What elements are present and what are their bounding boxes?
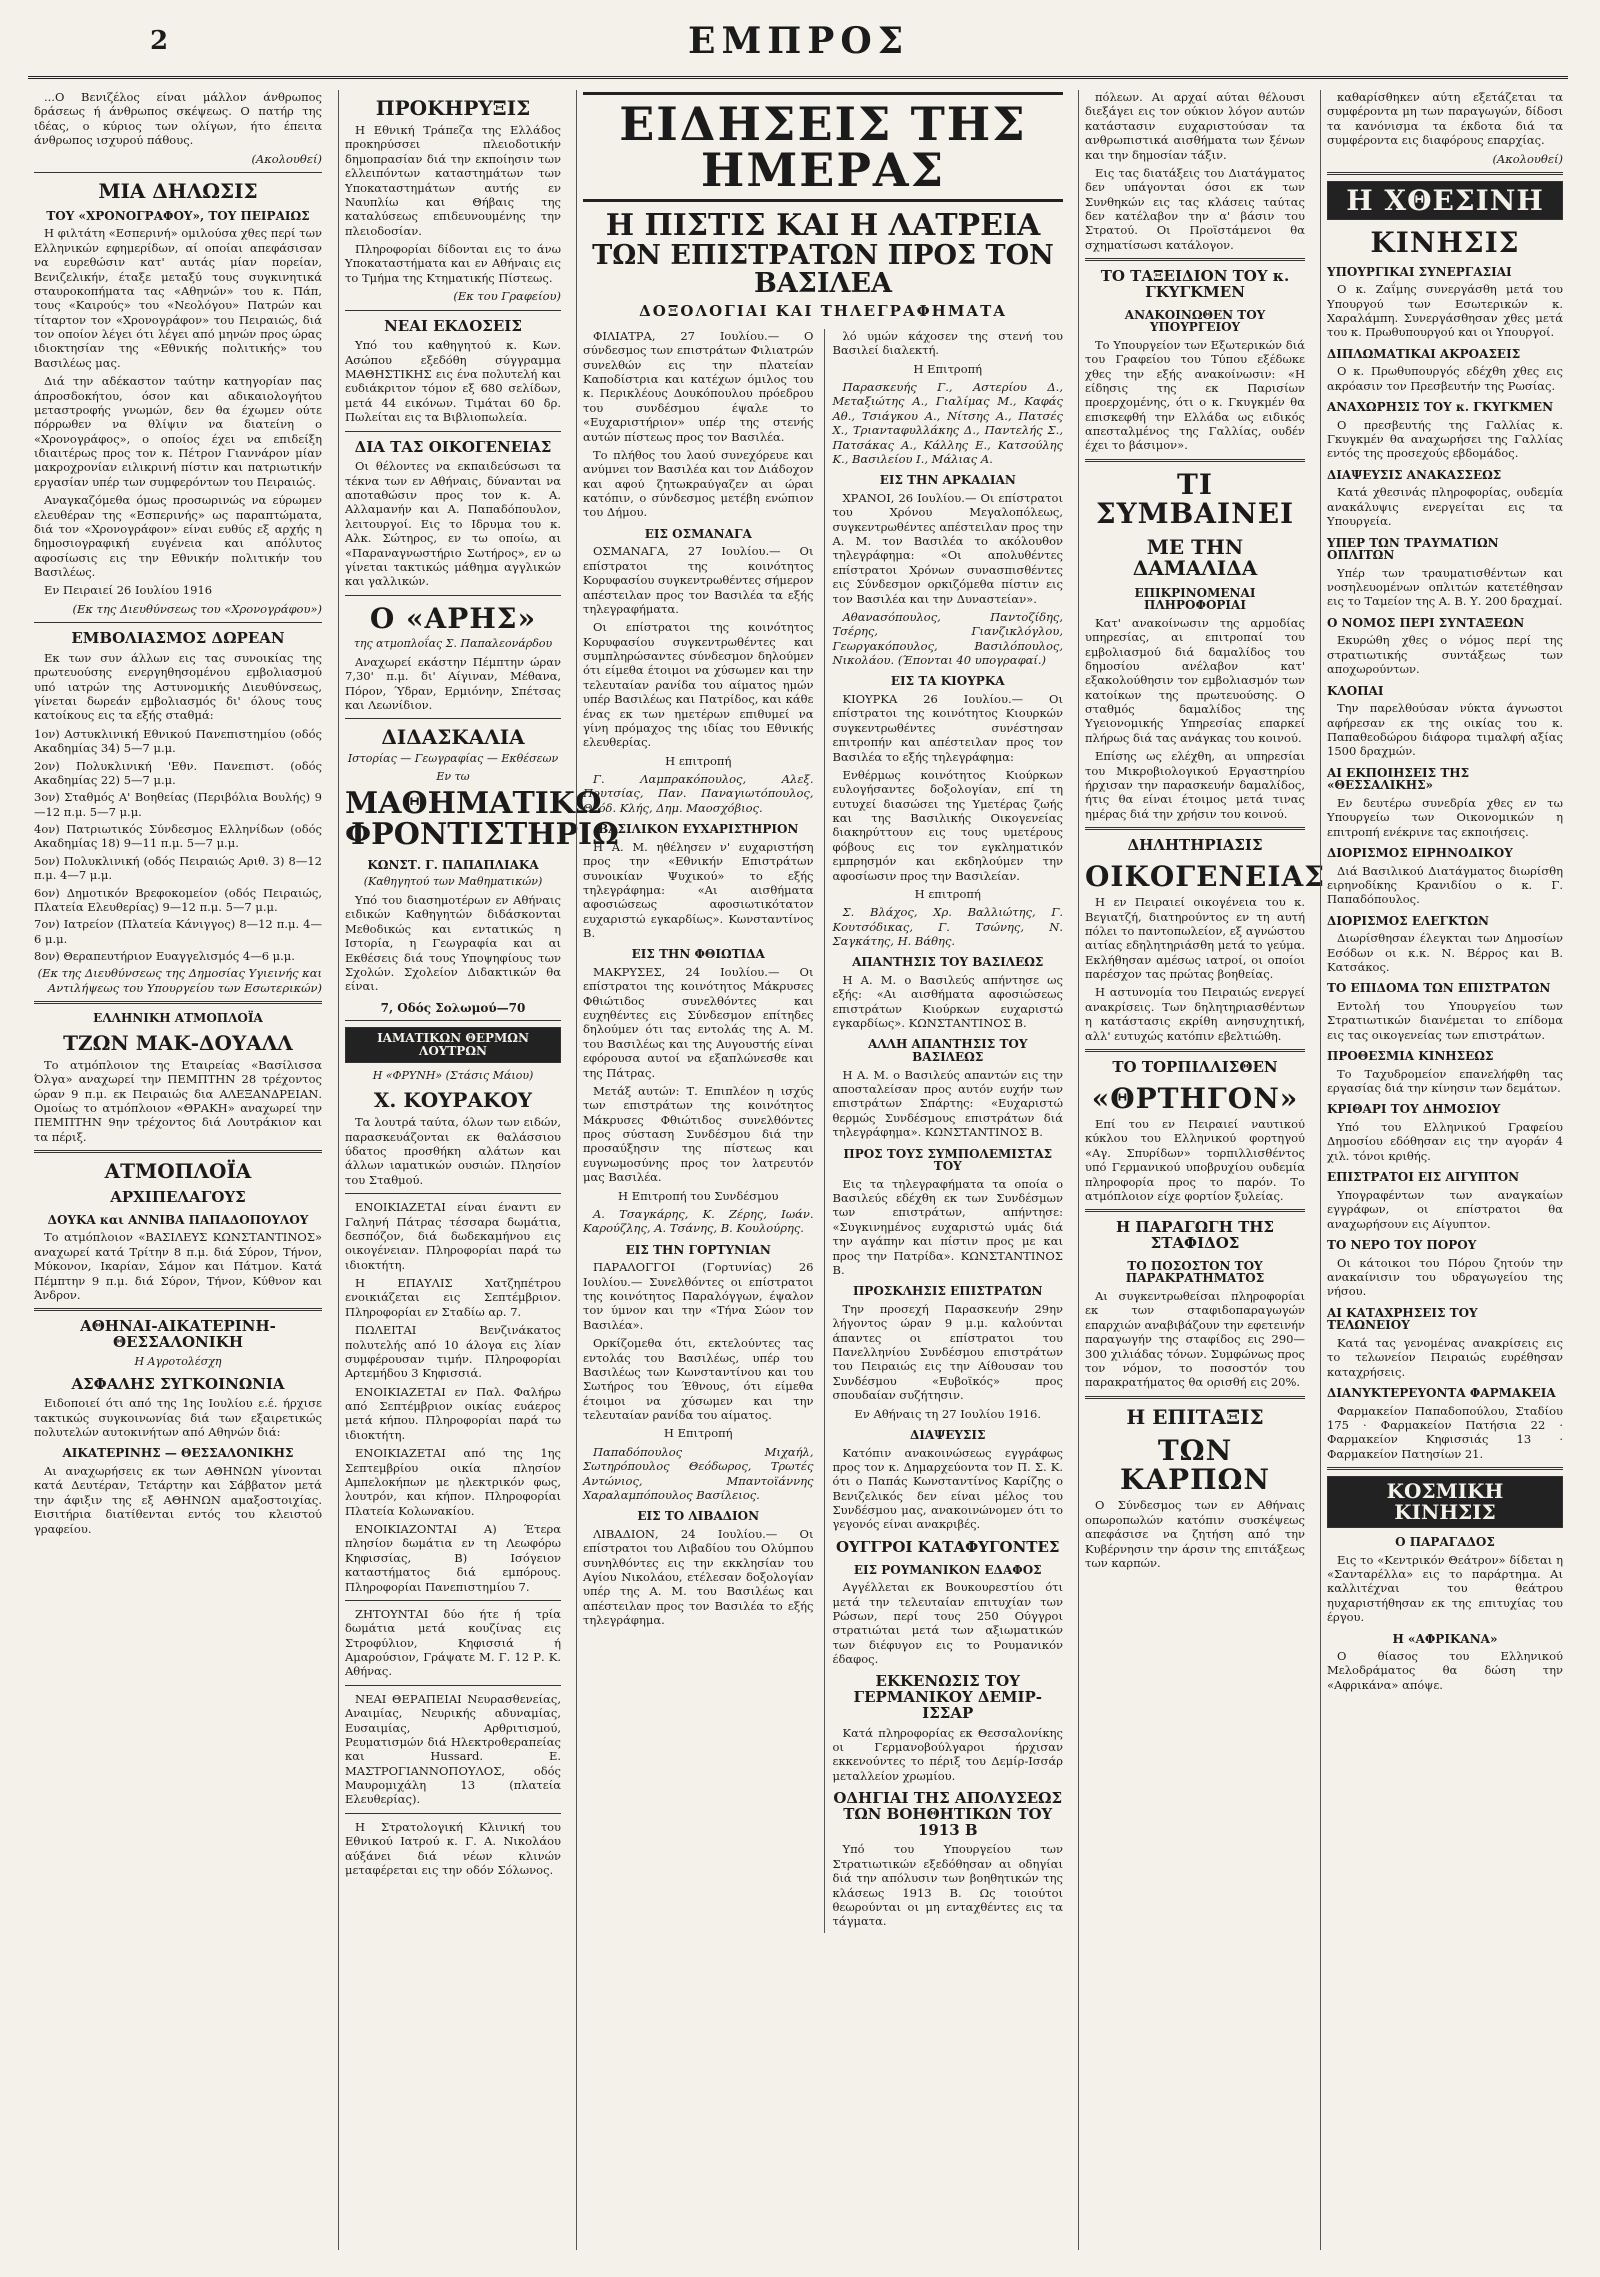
headline-2: «ΘΡΤΗΓΟΝ» (1091, 1081, 1299, 1115)
list-item: 8ον) Θεραπευτήριον Ευαγγελισμός 4—6 μ.μ. (34, 949, 295, 964)
ad-heading: ΔΙΑ ΤΑΣ ΟΙΚΟΓΕΝΕΙΑΣ (354, 437, 552, 456)
article-text: Επί του εν Πειραιεί ναυτικού κύκλου του Ελληνικού φορτηγού «Αγ. Σπυρίδων» τορπιλλισθέντος υπό Γερμανικού υποβρυχίου ουδεμία πληροφορία προς το παρόν. Το ατμόπλοιον είχε φορτίον ξυλείας. (1085, 1117, 1305, 1203)
headline: ΟΥΓΓΡΟΙ ΚΑΤΑΦΥΓΟΝΤΕΣ (835, 1537, 1060, 1556)
headline-statement-sub: ΤΟΥ «ΧΡΟΝΟΓΡΑΦΟΥ», ΤΟΥ ΠΕΙΡΑΙΩΣ (46, 208, 310, 223)
signatories: Παπαδόπουλος Μιχαήλ, Σωτηρόπουλος Θεόδωρος, Τρωτές Αντώνιος, Μπαντοϊάννης Χαραλαμπόπουλος Βασίλειος. (583, 1444, 814, 1502)
vaccination-station-list (34, 727, 322, 964)
classified-item: ΝΕΑΙ ΘΕΡΑΠΕΙΑΙ Νευρασθενείας, Αναιμίας, Νευρικής αδυναμίας, Ευσαιμίας, Αρθριτισμού, Ρευματισμών διά Ηλεκτροθεραπείας και Hussard. Ε. ΜΑΣΤΡΟΓΙΑΝΝΟΠΟΥΛΟΣ, οδός Μαυρομιχάλη 13 (πλατεία Ελευθερίας). (345, 1691, 561, 1807)
article-text: Επίσης ως ελέχθη, αι υπηρεσίαι του Μικροβιολογικού Εργαστηρίου ήρχισαν την παρασκευήν δαμαλίδος, ήτις θα είναι έτοιμος μετά τινας ημέρας διά την χρήσιν του κοινού. (1085, 749, 1305, 821)
article-text: Κατά πληροφορίας εκ Θεσσαλονίκης οι Γερμανοβούλγαροι ήρχισαν εκκενούντες το πέριξ του Δεμίρ-Ισσάρ μεταλλείον χρωμίου. (832, 1725, 1063, 1783)
signatories: Σ. Βλάχος, Χρ. Βαλλιώτης, Γ. Κουτσόδικας, Γ. Τσώνης, Ν. Σαγκάτης, Η. Βάθης. (832, 905, 1063, 948)
brief-heading: ΑΙ ΕΚΠΟΙΗΣΕΙΣ ΤΗΣ «ΘΕΣΣΑΛΙΚΗΣ» (1327, 765, 1470, 793)
brief-text: Ο κ. Πρωθυπουργός εδέχθη χθες εις ακρόασιν τον Πρεσβευτήν της Ρωσίας. (1327, 364, 1563, 393)
ad-text: Υπό του καθηγητού κ. Κων. Ασώπου εξεδόθη σύγγραμμα ΜΑΘΗΣΤΙΚΗΣ εις ένα πολυτελή και ευδιάκριτον τόμον εξ 680 σελίδων, μετά 44 εικόνων. Τιμάται 60 δρ. Πωλείται εις τα Βιβλιοπωλεία. (345, 338, 561, 425)
signature: Η Επιτροπή (913, 361, 983, 376)
brief-text: Ο θίασος του Ελληνικού Μελοδράματος θα δώση την «Αφρικάνα» απόψε. (1327, 1649, 1563, 1692)
classified-list (345, 1200, 561, 1594)
classified-item: ΕΝΟΙΚΙΑΖΟΝΤΑΙ Α) Έτερα πλησίον δωμάτια εν τη Λεωφόρω Κηφισσίας, Β) Ισόγειον καταστήματος διά εμπόρους. Πληροφορίαι Πανεπιστημίου 7. (345, 1522, 561, 1594)
ad-text: Τα λουτρά ταύτα, όλων των ειδών, παρασκευάζονται εκ θαλάσσιου ύδατος προσθήκη αλάτων και άλλων ιαματικών ουσιών. Πλησίον του Σταθμού. (345, 1115, 561, 1187)
brief-heading: ΤΟ ΕΠΙΔΟΜΑ ΤΩΝ ΕΠΙΣΤΡΑΤΩΝ (1327, 981, 1551, 996)
ad-text: Αναχωρεί εκάστην Πέμπτην ώραν 7,30' π.μ. δι' Αίγιναν, Μέθανα, Πόρον, Ύδραν, Ερμιόνην, Σπέτσας και Λεωνίδιον. (345, 654, 561, 712)
ad-owners: ΔΟΥΚΑ και ΑΝΝΙΒΑ ΠΑΠΑΔΟΠΟΥΛΟΥ (47, 1212, 309, 1227)
article-source: (Εκ της Διευθύνσεως του «Χρονογράφου») (72, 601, 322, 616)
headline: Η ΕΠΙΤΑΞΙΣ (1126, 1404, 1264, 1429)
article-text: Μετάξ αυτών: Τ. Επιπλέον η ισχύς των επιστράτων της κοινότητος Μάκρυσες Φθιώτιδος συνελθόντες προς σύσταση Συνδέσμου διά την προσαύξησιν της πίστεως και ευγνωμοσύνης προς τον λατρευτόν μας Βασιλέα. (583, 1083, 814, 1185)
brief-heading: ΕΠΙΣΤΡΑΤΟΙ ΕΙΣ ΑΙΓΥΠΤΟΝ (1327, 1170, 1520, 1185)
ad-school-name: ΜΑΘΗΜΑΤΙΚΩ ΦΡΟΝΤΙΣΤΗΡΙΩ (345, 785, 619, 853)
list-item: 5ον) Πολυκλινική (οδός Πειραιώς Αριθ. 3) 8—12 π.μ. 4—7 μ.μ. (34, 853, 322, 883)
headline: ΤΙ ΣΥΜΒΑΙΝΕΙ (1095, 467, 1295, 531)
newspaper-page (28, 18, 1568, 2253)
section-heading: Η ΧΘΕΣΙΝΗ (1327, 181, 1563, 220)
news-subcolumn-right (824, 329, 1064, 1933)
news-brief-list (1327, 266, 1563, 1461)
brief-heading: ΥΠΟΥΡΓΙΚΑΙ ΣΥΝΕΡΓΑΣΙΑΙ (1327, 264, 1512, 279)
section-heading: ΔΙΑΨΕΥΣΙΣ (910, 1427, 986, 1442)
signature: Η επιτροπή (665, 753, 732, 768)
headline-2: ΟΙΚΟΓΕΝΕΙΑΣ (1085, 859, 1325, 893)
brief-text: Το Ταχυδρομείον επανελήφθη τας εργασίας διά την κίνησιν των δεμάτων. (1327, 1066, 1563, 1096)
article-text: Η Α. Μ. ο Βασιλεύς απήντησε ως εξής: «Αι αισθήματα αφοσιώσεως επιστράτων Κιούρκων ευχαριστώ εγκαρδίως». ΚΩΝΣΤΑΝΤΙΝΟΣ Β. (832, 972, 1063, 1031)
brief-text: Κατά χθεσινάς πληροφορίας, ουδεμία ανακάλυψις ενεργείται εις τα Υπουργεία. (1327, 485, 1563, 529)
article-text: Την προσεχή Παρασκευήν 29ην λήγοντος ώραν 9 μ.μ. καλούνται άπαντες οι επίστρατοι του Πανελληνίου Συνδέσμου επιστράτων του Πειραιώς εις την Αίθουσαν του Συνδέσμου «Ευβοϊκός» προς σπουδαίαν συζήτησιν. (832, 1301, 1063, 1403)
ad-heading: ΙΑΜΑΤΙΚΩΝ ΘΕΡΜΩΝ ΛΟΥΤΡΩΝ (345, 1027, 561, 1062)
article-date: Εν Πειραιεί 26 Ιουλίου 1916 (44, 583, 213, 598)
ad-company: Η Αγροτολέσχη (134, 1354, 222, 1368)
ad-owner: ΚΩΝΣΤ. Γ. ΠΑΠΑΠΛΙΑΚΑ (367, 857, 539, 872)
article-text: Οι επίστρατοι της κοινότητος Κορυφασίου συγκεντρωθέντες και συμπληρώσαντες σύνδεσμον δηλούμεν ότι είμεθα έτοιμοι να χύσωμεν και την τελευταίαν ρανίδα του αίματος ημών υπέρ Βασιλέως και Πατρίδος, και κάθε ένας εκ των ημετέρων επιθυμεί να γίνη πρόμαχος της ιδίας του Εθνικής ελευθερίας. (583, 620, 814, 750)
article-text: Η εν Πειραιεί οικογένεια του κ. Βεγιατζή, διατηρούντος εν τη αυτή πόλει το παντοπωλείον, εξ αγνώστου αιτίας εδηλητηριάσθη μετά το γεύμα. Εκλήθησαν αμέσως ιατροί, οι οποίοι παρέσχον τας πρώτας βοηθείας. (1085, 895, 1305, 982)
main-headline: Η ΠΙΣΤΙΣ ΚΑΙ Η ΛΑΤΡΕΙΑ (605, 208, 1041, 243)
brief-heading: ΠΡΟΘΕΣΜΙΑ ΚΙΝΗΣΕΩΣ (1327, 1049, 1494, 1064)
section-heading: ΕΙΣ ΤΗΝ ΑΡΚΑΔΙΑΝ (879, 473, 1016, 488)
subheadline: ΑΝΑΚΟΙΝΩΘΕΝ ΤΟΥ ΥΠΟΥΡΓΕΙΟΥ (1124, 307, 1266, 335)
ad-subheading: Εν τω (436, 770, 470, 784)
article-text: Ενθέρμως κοινότητος Κιούρκων ευλογήσαντες δοξολογίαν, επί τη ευτυχεί διασώσει της Υμετέρας ζωής και της Βασιλικής Οικογενείας διακηρύττουν εις τους υμετέρους φόβους εις τον εγκληματικόν εμπρησμόν και εκδηλούμεν την αφοσίωσιν προς την Βασιλείαν. (832, 767, 1063, 883)
article-text: Διά την αδέκαστον ταύτην κατηγορίαν πας άπροσδοκήτου, όσον και αδικαιολογήτου μεταστροφής γνωμών, δεν θα έχωμεν ούτε πόρρωθεν να θλίψιν να διατείνη ο «Χρονογράφος», ο οποίος έχει να επιδείξη ιδιαιτέρως προς τον κ. Πέτρον Γιαννάρον μίαν μακροχρονίαν ειλικρινή πίστιν και πατριωτικήν εργασίαν υπέρ των συμφερόντων του Πειραιώς. (34, 374, 322, 489)
list-item: 4ον) Πατριωτικός Σύνδεσμος Ελληνίδων (οδός Ακαδημίας 18) 9—11 π.μ. 5—7 μ.μ. (34, 822, 322, 851)
ad-text: Υπό του διασημοτέρων εν Αθήναις ειδικών Καθηγητών διδάσκονται Μεθοδικώς και εντατικώς η Ιστορία, η Γεωγραφία και αι Εκθέσεις διά τους Υποψηφίους των Σχολών. Σχολείον Διδακτικών θα είναι. (345, 893, 561, 994)
article-text: Ορκίζομεθα ότι, εκτελούντες τας εντολάς του Βασιλέως, υπέρ του Βασιλέως των Κωνσταντίνου και του Σωτήρος του Έθνους, ότι είμεθα έτοιμοι να χύσωμεν και την τελευταίαν ρανίδα του αίματος. (583, 1336, 814, 1423)
section-heading-2: ΚΙΝΗΣΙΣ (1370, 226, 1520, 260)
ad-text: Πληροφορίαι δίδονται εις το άνω Υποκαταστήματα και εν Αθήναις εις το Τμήμα της Κτηματικής Πίστεως. (345, 242, 561, 285)
ad-heading: ΕΛΛΗΝΙΚΗ ΑΤΜΟΠΛΟΪΑ (93, 1011, 263, 1026)
signature: Η επιτροπή (914, 886, 981, 901)
section-heading: ΒΑΣΙΛΙΚΟΝ ΕΥΧΑΡΙΣΤΗΡΙΟΝ (598, 822, 799, 837)
article-text: Ο Σύνδεσμος των εν Αθήναις οπωροπωλών κατόπιν συσκέψεως απεφάσισε να ζητήση από την Κυβέρνησιν την άρσιν της επιτάξεως των καρπών. (1085, 1498, 1305, 1570)
page-number: 2 (150, 26, 169, 56)
article-text: Η αστυνομία του Πειραιώς ενεργεί ανακρίσεις. Των δηλητηριασθέντων η κατάστασις εκρίθη ανησυχητική, αλλ' ευτυχώς κατόπιν εβελτιώθη. (1085, 985, 1305, 1043)
brief-heading: ΑΙ ΚΑΤΑΧΡΗΣΕΙΣ ΤΟΥ ΤΕΛΩΝΕΙΟΥ (1327, 1305, 1478, 1333)
article-sign: (Ακολουθεί) (1492, 151, 1563, 166)
ad-heading: ΔΙΔΑΣΚΑΛΙΑ (381, 725, 525, 750)
ad-text: Το ατμόπλοιον «ΒΑΣΙΛΕΥΣ ΚΩΝΣΤΑΝΤΙΝΟΣ» αναχωρεί κατά Τρίτην 8 π.μ. διά Σύρον, Τήνον, Μύκονον, Ικαρίαν, Σάμον και Πάτμον. Κατά Πέμπτην 9 π.μ. διά Σύρον, Τήνον, Κύθνον και Άνδρον. (34, 1230, 322, 1302)
section-heading: ΕΙΣ ΤΑ ΚΙΟΥΡΚΑ (890, 674, 1005, 689)
list-item: 2ον) Πολυκλινική 'Εθν. Πανεπιστ. (οδός Ακαδημίας 22) 5—7 μ.μ. (34, 758, 322, 787)
brief-text: Εις το «Κεντρικόν Θεάτρον» δίδεται η «Σανταρέλλα» εις το παράρτημα. Αι καλλιτέχναι του θεάτρου ηυχαριστήθησαν εκ της επιτυχίας του έργου. (1327, 1552, 1563, 1625)
article-text: ΠΑΡΑΛΟΓΓΟΙ (Γορτυνίας) 26 Ιουλίου.— Συνελθόντες οι επίστρατοι της κοινότητος Παραλόγγων, έψαλον τον ύμνον και την «Τήνα Σώον τον Βασιλέα». (583, 1260, 814, 1332)
brief-text: Ο κ. Ζαΐμης συνεργάσθη μετά του Υπουργού των Εσωτερικών κ. Χαραλάμπη. Συνεργάσθησαν χθες μετά του κ. Πρωθυπουργού και οι Υπουργοί. (1327, 282, 1563, 340)
ad-subheading: ΑΣΦΑΛΗΣ ΣΥΓΚΟΙΝΩΝΙΑ (71, 1374, 285, 1393)
headline: ΟΔΗΓΙΑΙ ΤΗΣ ΑΠΟΛΥΣΕΩΣ ΤΩΝ ΒΟΗΘΗΤΙΚΩΝ ΤΟΥ 1913 Β (833, 1789, 1063, 1839)
signature: Εν Αθήναις τη 27 Ιουλίου 1916. (854, 1406, 1041, 1421)
headline: ΤΟ ΤΟΡΠΙΛΛΙΣΘΕΝ (1112, 1057, 1278, 1076)
signatories: Γ. Λαμπρακόπουλος, Αλεξ. Πουτσίας, Παν. Παναγιωτόπουλος, Θεόδ. Κλής, Δημ. Μαοσχόβιος. (583, 772, 814, 815)
article-text: Η Α. Μ. ο Βασιλεύς απαντών εις την αποσταλείσαν προς αυτόν ευχήν των επιστράτων Σπάρτης: «Ευχαριστώ θερμώς Συνδέσμους επιστράτων διά τηλεγράφημα». ΚΩΝΣΤΑΝΤΙΝΟΣ Β. (832, 1067, 1063, 1140)
section-heading: ΕΙΣ ΤΗΝ ΓΟΡΤΥΝΙΑΝ (625, 1242, 771, 1257)
ad-text: Ειδοποιεί ότι από της 1ης Ιουλίου ε.έ. ήρχισε τακτικώς συγκοινωνίας διά των εξαιρετικώς πολυτελών αυτοκινήτων από Αθηνών διά: (34, 1396, 322, 1440)
brief-heading: ΚΛΟΠΑΙ (1327, 683, 1384, 698)
article-text: Η φιλτάτη «Εσπερινή» ομιλούσα χθες περί των Ελληνικών εφημερίδων, αί οποίαι απεφάσισαν να ευρεθώσιν κατ' αυτάς μίαν πορείαν, Βενιζελικήν, έταξε μεταξύ τους συγκινητικά σταυροκοπήματα τας «Αθηνών» του κ. Πάπ, τους «Καιρούς» του «Νεολόγου» Πατρών και τίταρτον τον «Χρονογράφον» του Πειραιώς, διά τον οποίον λέγει ότι λέγει από μηνών προς ώρας ιδιοκτησίαν της «Εθνικής πολιτικής» του Βασιλέως μας. (34, 226, 322, 370)
main-headline-2: ΤΩΝ ΕΠΙΣΤΡΑΤΩΝ ΠΡΟΣ ΤΟΝ ΒΑΣΙΛΕΑ (592, 239, 1054, 299)
ad-heading: ΠΡΟΚΗΡΥΞΙΣ (375, 96, 531, 120)
section-heading: ΠΡΟΣ ΤΟΥΣ ΣΥΜΠΟΛΕΜΙΣΤΑΣ ΤΟΥ (843, 1146, 1053, 1174)
classified-item: ΕΝΟΙΚΙΑΖΕΤΑΙ είναι έναντι εν Γαληνή Πάτρας τέσσαρα δωμάτια, δεσπόζον, διά δωδεκαμήνου εις οικογένειαν. Πληροφορίαι παρά τω ιδιοκτήτη. (345, 1200, 561, 1272)
ad-company: ΤΖΩΝ ΜΑΚ-ΔΟΥΑΛΛ (63, 1030, 293, 1055)
section-heading: ΕΙΣ ΤΗΝ ΦΘΙΩΤΙΔΑ (631, 947, 765, 962)
article-text: Κατ' ανακοίνωσιν της αρμοδίας υπηρεσίας, αι επιτροπαί του εμβολιασμού διά δαμαλίδος του δημοσίου ανέλαβον κατ' εξακολούθησιν τον εμβολιασμόν των κατοίκων της πρωτευούσης. Ο σταθμός δαμαλίδος της Υγειονομικής Υπηρεσίας επαρκεί πλήρως διά τας ανάγκας του κοινού. (1085, 615, 1305, 745)
brief-heading: ΔΙΟΡΙΣΜΟΣ ΕΙΡΗΝΟΔΙΚΟΥ (1327, 845, 1513, 860)
section-banner: ΕΙΔΗΣΕΙΣ ΤΗΣ ΗΜΕΡΑΣ (583, 92, 1063, 202)
ad-sign: (Εκ του Γραφείου) (453, 289, 561, 304)
article-text: Αγγέλλεται εκ Βουκουρεστίου ότι μετά την τελευταίαν επιτυχίαν των Ρώσων, περί τους 250 Ούγγροι στρατιώται μετά των αξιωματικών των διέφυγον εις το Ρουμανικόν έδαφος. (832, 1580, 1063, 1666)
brief-text: Κατά τας γενομένας ανακρίσεις εις το τελωνείον Πειραιώς ευρέθησαν καταχρήσεις. (1327, 1335, 1563, 1379)
list-item: 7ον) Ιατρείον (Πλατεία Κάνιγγος) 8—12 π.μ. 4—6 μ.μ. (34, 917, 322, 946)
article-text: Εις τας διατάξεις του Διατάγματος δεν υπάγονται όσοι εκ των Συνθηκών εις τας κλάσεις ταύτας δεν κατέλαβον την α' βάσιν του Στρατού. Οι Προϊστάμενοι θα σχηματίσωσι κατάλογον. (1085, 165, 1305, 252)
article-text: Υπό του Υπουργείου των Στρατιωτικών εξεδόθησαν αι οδηγίαι διά την απόλυσιν των βοηθητικών της κλάσεως 1913 Β. Ως τοιούτοι θεωρούνται οι μη ενταχθέντες εις τα τάγματα. (832, 1842, 1063, 1929)
signatories: Αθανασόπουλος, Παντοζίδης, Τσέρης, Γιανζικλόγλου, Γεωργακόπουλος, Βασιλόπουλος, Νικολάου. (Έπονται 40 υπογραφαί.) (832, 609, 1063, 668)
brief-heading: ΑΝΑΧΩΡΗΣΙΣ ΤΟΥ κ. ΓΚΥΓΚΜΕΝ (1327, 400, 1554, 415)
brief-heading: ΥΠΕΡ ΤΩΝ ΤΡΑΥΜΑΤΙΩΝ ΟΠΛΙΤΩΝ (1327, 535, 1499, 563)
headline-vaccination: ΕΜΒΟΛΙΑΣΜΟΣ ΔΩΡΕΑΝ (71, 629, 285, 648)
article-text: ΧΡΑΝΟΙ, 26 Ιουλίου.— Οι επίστρατοι του Χρόνου Μεγαλοπόλεως, συγκεντρωθέντες απέστειλαν προς την Α. Μ. τον Βασιλέα το ακόλουθον τηλεγράφημα: «Οι απολυθέντες επίστρατοι Χρόνων συνασπισθέντες εις Σύνδεσμον ορκιζόμεθα πίστιν εις τον Βασιλέα και την Δυναστείαν». (832, 490, 1063, 606)
brief-heading: Ο ΠΑΡΑΓΑΔΟΣ (1395, 1535, 1495, 1550)
brief-heading: Ο ΝΟΜΟΣ ΠΕΡΙ ΣΥΝΤΑΞΕΩΝ (1327, 615, 1525, 630)
ad-text: Η Εθνική Τράπεζα της Ελλάδος προκηρύσσει πλειοδοτικήν δημοπρασίαν διά την εκποίησιν των ελλειπόντων καταστημάτων των Υποκαταστημάτων αυτής εν Ναυπλίω και Θήβαις της καταλύσεως επιδευνουμένης την πλειοδοσίαν. (345, 123, 561, 238)
article-text: καθαρίσθηκεν αύτη εξετάζεται τα συμφέροντα μη των παραγωγών, δίδοσι τα κανόνισμα τα έκδοτα διά τα συμφέροντα εις διαφόρους επαρχίας. (1327, 90, 1563, 148)
article-text: ΜΑΚΡΥΣΕΣ, 24 Ιουλίου.— Οι επίστρατοι της κοινότητος Μάκρυσες Φθιώτιδος συνελθόντες και ευχηθέντες εις Σύνδεσμον επίτηδες δηλούμεν ότι τας εντολάς της Α. Μ. του Βασιλέως και της Αυγουστής είναι εφόρουσα αυτοί να εξαπλώνεσθε και της Πάτρας. (583, 964, 814, 1080)
article-text: ΟΣΜΑΝΑΓΑ, 27 Ιουλίου.— Οι επίστρατοι της κοινότητος Κορυφασίου συγκεντρωθέντες σήμερον απέστειλαν προς τον Βασιλέα τα εξής τηλεγραφήματα. (583, 544, 814, 616)
article-text: Εις τα τηλεγραφήματα τα οποία ο Βασιλεύς εδέχθη εκ των Συνδέσμων των επιστράτων, απήντησε: «Συγκινημένος ευχαριστώ υμάς διά την αγάπην και πίστιν προς με και προς την Πατρίδα». ΚΩΝΣΤΑΝΤΙΝΟΣ Β. (832, 1176, 1063, 1277)
ad-heading: Ο «ΑΡΗΣ» (369, 601, 537, 635)
signature: Η Επιτροπή του Συνδέσμου (618, 1188, 779, 1203)
classified-item: ΠΩΛΕΙΤΑΙ Βενζινάκατος πολυτελής από 10 άλογα εις λίαν συμφέρουσαν τιμήν. Πληροφορίαι Αρτεμήδου 3 Κηφισσιά. (345, 1323, 561, 1381)
article-text: Το πλήθος του λαού συνεχόρευε και ανύμνει τον Βασιλέα και τον Διάδοχον και αφού ζητωκραύγαζεν αι ώραι κατόπιν, ο σύνδεσμος μετέβη ενώπιον του Δήμου. (583, 447, 814, 520)
ad-text: Το ατμόπλοιον της Εταιρείας «Βασίλισσα Όλγα» αναχωρεί την ΠΕΜΠΤΗΝ 28 τρέχοντος ώραν 9 π.μ. εκ Πειραιώς δια ΑΛΕΞΑΝΔΡΕΙΑΝ. Ομοίως το ατμόπλοιον «ΘΡΑΚΗ» αναχωρεί την ΠΕΜΠΤΗΝ 9ην τρέχοντος διά Λουτράκιον και τα πέριξ. (34, 1057, 322, 1144)
classified-item: Η Στρατολογική Κλινική του Εθνικού Ιατρού κ. Γ. Α. Νικολάου αύξάνει διά νέων κλινών μεταφέρεται εις την οδόν Σόλωνος. (345, 1819, 561, 1877)
brief-heading: ΔΙΠΛΩΜΑΤΙΚΑΙ ΑΚΡΟΑΣΕΙΣ (1327, 346, 1521, 361)
brief-heading: ΚΡΙΘΑΡΙ ΤΟΥ ΔΗΜΟΣΙΟΥ (1327, 1102, 1501, 1117)
news-subcolumn-left (583, 329, 814, 1933)
section-heading: ΠΡΟΣΚΛΗΣΙΣ ΕΠΙΣΤΡΑΤΩΝ (852, 1284, 1043, 1299)
ad-address: 7, Οδός Σολωμού—70 (380, 1000, 526, 1015)
ad-text: Οι θέλοντες να εκπαιδεύσωσι τα τέκνα των εν Αθήναις, δύνανται να αποταθώσιν προς τον κ. Α. Αλλαμανήν και Α. Παπαδόπουλον, λειτουργοί. Εις το Ιδρυμα του κ. Αλκ. Σώτηρος, εν τω οποίω, αι «Παραναγνωστήριο Σωτήρος», εν ω γίνεται τακτικώς μάθημα αγγλικών και γαλλικών. (345, 459, 561, 589)
subheadline: ΤΟ ΠΟΣΟΣΤΟΝ ΤΟΥ ΠΑΡΑΚΡΑΤΗΜΑΤΟΣ (1125, 1258, 1265, 1286)
brief-text: Εν δευτέρω συνεδρία χθες εν τω Υπουργείω των Οικονομικών η επιτροπή ενέκρινε τας εκποιήσεις. (1327, 795, 1563, 839)
brief-text: Εκυρώθη χθες ο νόμος περί της στρατιωτικής συντάξεως των αποχωρούντων. (1327, 633, 1563, 677)
section-heading: ΑΛΛΗ ΑΠΑΝΤΗΣΙΣ ΤΟΥ ΒΑΣΙΛΕΩΣ (868, 1037, 1028, 1065)
classified-item: ΕΝΟΙΚΙΑΖΕΤΑΙ εν Παλ. Φαλήρω από Σεπτέμβριον οικίας ευάερος μετά κήπου. Πληροφορίαι παρά τω ιδιοκτήτη. (345, 1384, 561, 1442)
ad-company: ΑΡΧΙΠΕΛΑΓΟΥΣ (110, 1188, 246, 1207)
article-text: Αναγκαζόμεθα όμως προσωρινώς να εύρωμεν ελευθέραν της «Εσπερινής» ως παραπτώματα, διά τον «Χρονογράφον» είναι ευθύς εξ αρχής η δημοσιογραφική ευγένεια και απόλυτος αφοσίωσις εις την Εθνικήν πολιτικήν του Βασιλέως. (34, 493, 322, 580)
section-heading: ΚΟΣΜΙΚΗ ΚΙΝΗΣΙΣ (1327, 1476, 1563, 1528)
headline: Η ΠΑΡΑΓΩΓΗ ΤΗΣ ΣΤΑΦΙΔΟΣ (1115, 1218, 1275, 1253)
list-item: 6ον) Δημοτικόν Βρεφοκομείον (οδός Πειραιώς, Πλατεία Ελευθερίας) 9—12 π.μ. 5—7 μ.μ. (34, 885, 322, 914)
ad-heading: ΝΕΑΙ ΕΚΔΟΣΕΙΣ (384, 316, 522, 335)
headline: ΤΟ ΤΑΞΕΙΔΙΟΝ ΤΟΥ κ. ΓΚΥΓΚΜΕΝ (1100, 267, 1290, 301)
headline-2: ΜΕ ΤΗΝ ΔΑΜΑΛΙΔΑ (1132, 534, 1258, 580)
headline: ΔΗΛΗΤΗΡΙΑΣΙΣ (1127, 836, 1263, 855)
brief-heading: ΤΟ ΝΕΡΟ ΤΟΥ ΠΟΡΟΥ (1327, 1237, 1477, 1252)
column-3-news (576, 90, 1069, 2250)
ad-heading: ΑΤΜΟΠΛΟΪΑ (104, 1159, 252, 1184)
section-heading: ΑΠΑΝΤΗΣΙΣ ΤΟΥ ΒΑΣΙΛΕΩΣ (852, 955, 1044, 970)
article-text: Εκ των συν άλλων εις τας συνοικίας της πρωτευούσης ενεργηθησομένου εμβολιασμού υπό ιατρών της Αστυνομικής Διευθύνσεως, γίνεται δωρεάν εμβολιασμός δι' όλους τους κατοίκους εις τα εξής σταθμά: (34, 650, 322, 723)
article-text: ΦΙΛΙΑΤΡΑ, 27 Ιουλίου.— Ο σύνδεσμος των επιστράτων Φιλιατρών συνελθών εις την πλατείαν Καποδίστρια και κατέχων όμιλος του κ. Περικλέους Δουκόπουλου πρόεδρου του συνδέσμου έψαλε το «Ευχαριστήριον» υπέρ της στενής αυτών πίστεως προς τον Βασιλέα. (583, 328, 814, 444)
article-text: Η Α. Μ. ηθέλησεν ν' ευχαριστήση προς την «Εθνικήν Επιστράτων συνοικίαν Ψυχικού» το εξής τηλεγράφημα: «Αι αισθήματα αφοσιώσεως αφοσιωτικότατον ευχαριστώ εγκαρδίως». Κωνσταντίνος Β. (583, 839, 814, 940)
column-2 (338, 90, 619, 2250)
article-text: ΛΙΒΑΔΙΟΝ, 24 Ιουλίου.— Οι επίστρατοι του Λιβαδίου του Ολύμπου συνηλθόντες εις την εκκλησίαν του Αγίου Νικολάου, ετέλεσαν δοξολογίαν υπέρ της Α. Μ. του Βασιλέως και απέστειλαν προς τον Βασιλέα το εξής τηλεγράφημα. (583, 1526, 814, 1628)
ad-heading: ΑΘΗΝΑΙ-ΑΙΚΑΤΕΡΙΝΗ-ΘΕΣΣΑΛΟΝΙΚΗ (80, 1317, 276, 1352)
headline-2: ΤΩΝ ΚΑΡΠΩΝ (1119, 1433, 1271, 1497)
brief-text: Οι κάτοικοι του Πόρου ζητούν την ανακαίνισιν του υδραγωγείου της νήσου. (1327, 1255, 1563, 1299)
article-text: λό υμών κάχοσεν της στενή του Βασιλεί διαλεκτή. (832, 328, 1063, 358)
classified-item: ΖΗΤΟΥΝΤΑΙ δύο ήτε ή τρία δωμάτια μετά κουζίνας εις Στροφύλιον, Κηφισσιά ή Αμαρούσιον, Γράψατε Μ. Γ. 12 Ρ. Κ. Αθήνας. (345, 1606, 561, 1679)
column-1 (28, 90, 328, 2250)
section-heading: ΕΙΣ ΤΟ ΛΙΒΑΔΙΟΝ (637, 1509, 760, 1524)
section-heading: ΕΙΣ ΡΟΥΜΑΝΙΚΟΝ ΕΔΑΦΟΣ (853, 1562, 1042, 1577)
brief-heading: ΔΙΑΨΕΥΣΙΣ ΑΝΑΚΑΣΣΕΩΣ (1327, 467, 1502, 482)
opening-text: ...Ο Βενιζέλος είναι μάλλον άνθρωπος δράσεως ή άνθρωπος σκέψεως. Ο πατήρ της ιδέας, ο κύριος των ολίγων, ήτο έπειτα άνθρωπος ισχυρού πάθους. (34, 90, 322, 148)
ad-owner: Χ. ΚΟΥΡΑΚΟΥ (373, 1088, 533, 1113)
signature: Η Επιτροπή (663, 1426, 733, 1441)
masthead (28, 18, 1568, 79)
list-item: 3ον) Σταθμός Α' Βοηθείας (Περιβόλια Βουλής) 9—12 π.μ. 5—7 μ.μ. (34, 790, 322, 819)
brief-text: Διωρίσθησαν έλεγκται των Δημοσίων Εσόδων οι κ.κ. Ν. Βέρρος και Β. Κατσάκος. (1327, 931, 1563, 975)
article-text: ΚΙΟΥΡΚΑ 26 Ιουλίου.— Οι επίστρατοι της κοινότητος Κιουρκών συγκεντρωθέντες συνέστησαν επιτροπήν και απέστειλαν προς τον Βασιλέα το εξής τηλεγράφημα: (832, 692, 1063, 764)
section-heading: ΕΙΣ ΟΣΜΑΝΑΓΑ (644, 526, 752, 541)
article-source: (Εκ της Διευθύνσεως της Δημοσίας Υγιεινής και Αντιλήψεως του Υπουργείου των Εσωτερικών) (37, 966, 322, 995)
brief-text: Ο πρεσβευτής της Γαλλίας κ. Γκυγκμέν θα αναχωρήσει της Γαλλίας εντός της προσεχούς εβδομάδος. (1327, 417, 1563, 461)
headline-statement: ΜΙΑ ΔΗΛΩΣΙΣ (98, 178, 258, 203)
ad-owner-title: (Καθηγητού των Μαθηματικών) (363, 875, 543, 889)
signatories: Α. Τσαγκάρης, Κ. Ζέρης, Ιωάν. Καρούζλης, Α. Τσάνης, Β. Κουλούρης. (583, 1206, 814, 1236)
article-text: Το Υπουργείον των Εξωτερικών διά του Γραφείου του Τύπου εξέδωκε χθες την εξής ανακοίνωσιν: «Η είδησις της εκ Παρισίων προερχομένης, ότι ο κ. Γκυγκμέν θα επισκεφθή την Ελλάδα ως ειδικός απεσταλμένος της Γαλλίας, ουδέν έχει το βάσιμον». (1085, 337, 1305, 453)
ad-subheading: Ιστορίας — Γεωγραφίας — Εκθέσεων (347, 752, 559, 766)
newspaper-title: ΕΜΠΡΟΣ (688, 20, 910, 62)
ad-route: ΑΙΚΑΤΕΡΙΝΗΣ — ΘΕΣΣΑΛΟΝΙΚΗΣ (62, 1446, 294, 1461)
ad-subheading: Η «ΦΡΥΝΗ» (Στάσις Μάιου) (372, 1068, 534, 1082)
brief-text: Εντολή του Υπουργείου των Στρατιωτικών διανέμεται το επίδομα εις τας οικογενείας των επιστράτων. (1327, 999, 1563, 1042)
column-4 (1078, 90, 1325, 2250)
classified-item: ΕΝΟΙΚΙΑΖΕΤΑΙ από της 1ης Σεπτεμβρίου οικία πλησίον Αμπελοκήπων με ηλεκτρικόν φως, λουτρόν, και κήπον. Πληροφορίαι Πλατεία Κολωνακίου. (345, 1446, 561, 1518)
article-text: πόλεων. Αι αρχαί αύται θέλουσι διεξάγει εις τον ούκιον λόγον αυτών κατάστασιν ευχαριστούσαν τα ανθρωπιστικά αισθήματα των ξένων και την δημοσίαν τάξιν. (1085, 90, 1305, 162)
brief-text: Φαρμακείον Παπαδοπούλου, Σταδίου 175 · Φαρμακείον Πατήσια 22 · Φαρμακείον Κηφισσιάς 13 · Φαρμακείον Πατησίων 21. (1327, 1403, 1563, 1461)
brief-heading: Η «ΑΦΡΙΚΑΝΑ» (1392, 1631, 1498, 1646)
brief-text: Διά Βασιλικού Διατάγματος διωρίσθη ειρηνοδίκης Κρανιδίου ο κ. Γ. Παπαδόπουλος. (1327, 863, 1563, 907)
classified-item: Η ΕΠΑΥΛΙΣ Χατζηπέτρου ενοικιάζεται εις Σεπτέμβριον. Πληροφορίαι εν Σταδίω αρ. 7. (345, 1276, 561, 1319)
subheadline: ΕΠΙΚΡΙΝΟΜΕΝΑΙ ΠΛΗΡΟΦΟΡΙΑΙ (1134, 585, 1256, 613)
brief-text: Την παρελθούσαν νύκτα άγνωστοι αφήρεσαν εκ της οικίας του κ. Παπαθεοδώρου διάφορα τιμαλφή αξίας 1500 δραχμών. (1327, 701, 1563, 759)
main-deck: ΔΟΞΟΛΟΓΙΑΙ ΚΑΙ ΤΗΛΕΓΡΑΦΗΜΑΤΑ (639, 302, 1007, 321)
article-text: Κατόπιν ανακοινώσεως εγγράφως προς τον κ. Δημαρχεύοντα τον Π. Σ. Κ. ότι ο Παπάς Κωνσταντίνος Καρίζης ο Βενιζελικός δεν είναι μέλος του Συνδέσμου μας, ανακοινώνομεν ότι το γεγονός είναι ανακριβές. (832, 1445, 1063, 1532)
column-5 (1320, 90, 1569, 2250)
opening-sign: (Ακολουθεί) (251, 151, 322, 166)
ad-text: Αι αναχωρήσεις εκ των ΑΘΗΝΩΝ γίνονται κατά Δευτέραν, Τετάρτην και Σάββατον μετά την άφιξιν της εξ ΑΘΗΝΩΝ αμαξοστοιχίας. Εισιτήρια διατίθενται εντός του κλειστού γραφείου. (34, 1464, 322, 1536)
brief-heading: ΔΙΑΝΥΚΤΕΡΕΥΟΝΤΑ ΦΑΡΜΑΚΕΙΑ (1327, 1385, 1556, 1400)
brief-text: Υπογραφέντων των αναγκαίων εγγράφων, οι επίστρατοι θα αναχωρήσουν εις Αίγυπτον. (1327, 1187, 1563, 1231)
headline: ΕΚΚΕΝΩΣΙΣ ΤΟΥ ΓΕΡΜΑΝΙΚΟΥ ΔΕΜΙΡ-ΙΣΣΑΡ (853, 1672, 1043, 1722)
brief-text: Υπέρ των τραυματισθέντων και νοσηλευομένων οπλιτών κατετέθησαν εις το Ταμείον της Α. Β. Υ. 200 δραχμαί. (1327, 565, 1563, 609)
brief-text: Υπό του Ελληνικού Γραφείου Δημοσίου εδόθησαν εις την αγοράν 4 χιλ. τόνοι κριθής. (1327, 1120, 1563, 1163)
ad-subheading: της ατμοπλοΐας Σ. Παπαλεονάρδου (353, 637, 553, 651)
list-item: 1ον) Αστυκλινική Εθνικού Πανεπιστημίου (οδός Ακαδημίας 34) 5—7 μ.μ. (34, 726, 322, 756)
signatories: Παρασκευής Γ., Αστερίου Δ., Μεταξιώτης Α., Γιαλίμας Μ., Καφάς Αθ., Τσιάγκου Α., Νίτσης Α., Πατσές Χ., Τριανταφυλλάκης Δ., Παντελής Σ., Πατσάκας Α., Κάλλης Ε., Κατσούλης Κ., Βασιλείου Ι., Μάλιας Α. (832, 380, 1063, 466)
article-text: Αι συγκεντρωθείσαι πληροφορίαι εκ των σταφιδοπαραγωγών επαρχιών αναβιβάζουν την εφετεινήν παραγωγήν της σταφίδος εις 290—300 χιλιάδας τόνων. Συμφώνως προς τον νόμον, το ποσοστόν του παρακρατήματος θα ορισθή εις 20%. (1085, 1289, 1305, 1390)
brief-heading: ΔΙΟΡΙΣΜΟΣ ΕΛΕΓΚΤΩΝ (1327, 913, 1490, 928)
